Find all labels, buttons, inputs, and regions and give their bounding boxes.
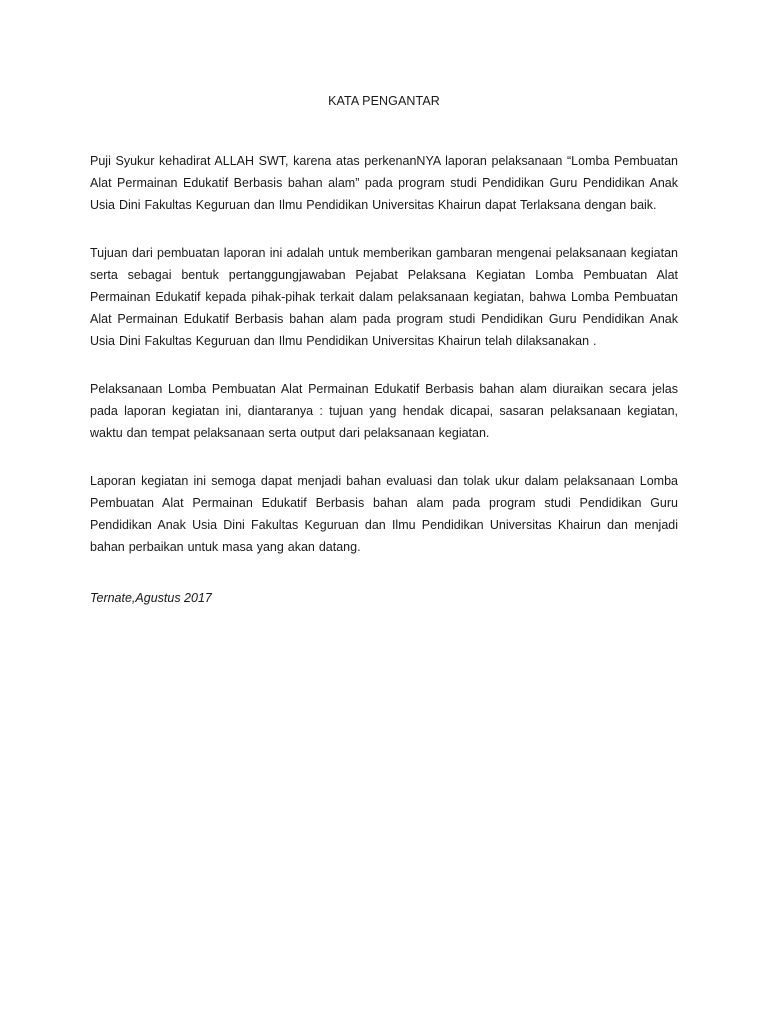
paragraph-3: Pelaksanaan Lomba Pembuatan Alat Permainan Edukatif Berbasis bahan alam diuraikan secara jelas pada laporan kegiatan ini, diantaranya : tujuan yang hendak dicapai, sasaran pelaksanaan kegiatan, waktu dan tempat pelaksanaan serta output dari pelaksanaan kegiatan. (90, 382, 678, 440)
paragraph-2: Tujuan dari pembuatan laporan ini adalah untuk memberikan gambaran mengenai pelaksanaan kegiatan serta sebagai bentuk pertanggungjawaban Pejabat Pelaksana Kegiatan Lomba Pembuatan Alat Permainan Edukatif kepada pihak-pihak terkait dalam pelaksanaan kegiatan, bahwa Lomba Pembuatan Alat Permainan Edukatif Berbasis bahan alam pada program studi Pendidikan Guru Pendidikan Anak Usia Dini Fakultas Keguruan dan Ilmu Pendidikan Universitas Khairun telah dilaksanakan . (90, 246, 678, 348)
signoff-place-date: Ternate,Agustus 2017 (90, 591, 212, 605)
paragraph-4: Laporan kegiatan ini semoga dapat menjadi bahan evaluasi dan tolak ukur dalam pelaksanaan Lomba Pembuatan Alat Permainan Edukatif Berbasis bahan alam pada program studi Pendidikan Guru Pendidikan Anak Usia Dini Fakultas Keguruan dan Ilmu Pendidikan Universitas Khairun dan menjadi bahan perbaikan untuk masa yang akan datang. (90, 474, 678, 554)
paragraph-1: Puji Syukur kehadirat ALLAH SWT, karena atas perkenanNYA laporan pelaksanaan “Lomba Pembuatan Alat Permainan Edukatif Berbasis bahan alam” pada program studi Pendidikan Guru Pendidikan Anak Usia Dini Fakultas Keguruan dan Ilmu Pendidikan Universitas Khairun dapat Terlaksana dengan baik. (90, 154, 678, 212)
document-body (90, 150, 678, 584)
page-title: KATA PENGANTAR (328, 94, 440, 108)
